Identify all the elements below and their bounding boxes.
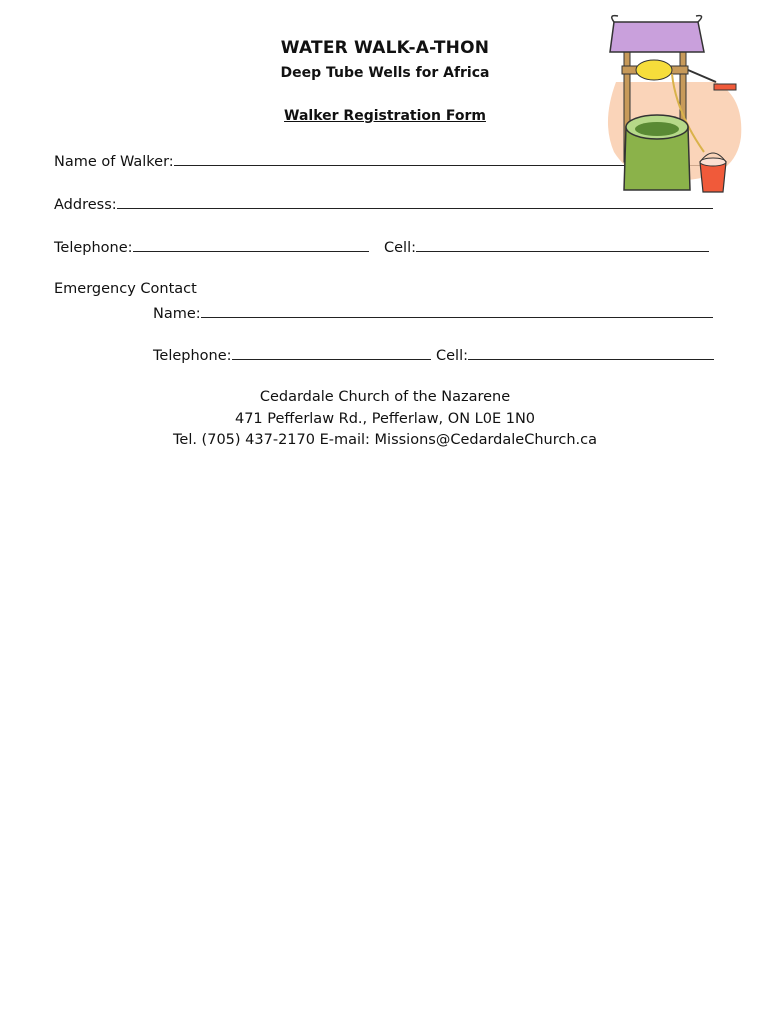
church-name: Cedardale Church of the Nazarene xyxy=(259,389,511,405)
emergency-name-field[interactable] xyxy=(201,303,713,318)
emergency-name-row xyxy=(153,303,713,322)
church-contact: Tel. (705) 437-2170 E-mail: Missions@CedardaleChurch.ca xyxy=(173,432,597,448)
emergency-contact-heading: Emergency Contact xyxy=(54,281,197,297)
cell-label: Cell: xyxy=(384,240,416,256)
emergency-cell-field[interactable] xyxy=(468,345,714,360)
registration-form-heading: Walker Registration Form xyxy=(284,108,486,124)
emergency-cell-row xyxy=(436,345,714,364)
form-subtitle: Deep Tube Wells for Africa xyxy=(280,65,490,81)
emergency-cell-label: Cell: xyxy=(436,348,468,364)
cell-field[interactable] xyxy=(416,237,709,252)
emergency-telephone-field[interactable] xyxy=(232,345,431,360)
wishing-well-icon xyxy=(596,12,746,202)
emergency-name-label: Name: xyxy=(153,306,201,322)
form-title: WATER WALK-A-THON xyxy=(280,38,490,58)
telephone-label: Telephone: xyxy=(54,240,133,256)
address-label: Address: xyxy=(54,197,117,213)
church-address: 471 Pefferlaw Rd., Pefferlaw, ON L0E 1N0 xyxy=(234,411,536,427)
telephone-row xyxy=(54,237,369,256)
walker-name-label: Name of Walker: xyxy=(54,154,174,170)
emergency-telephone-label: Telephone: xyxy=(153,348,232,364)
emergency-telephone-row xyxy=(153,345,431,364)
cell-row xyxy=(384,237,709,256)
telephone-field[interactable] xyxy=(133,237,369,252)
